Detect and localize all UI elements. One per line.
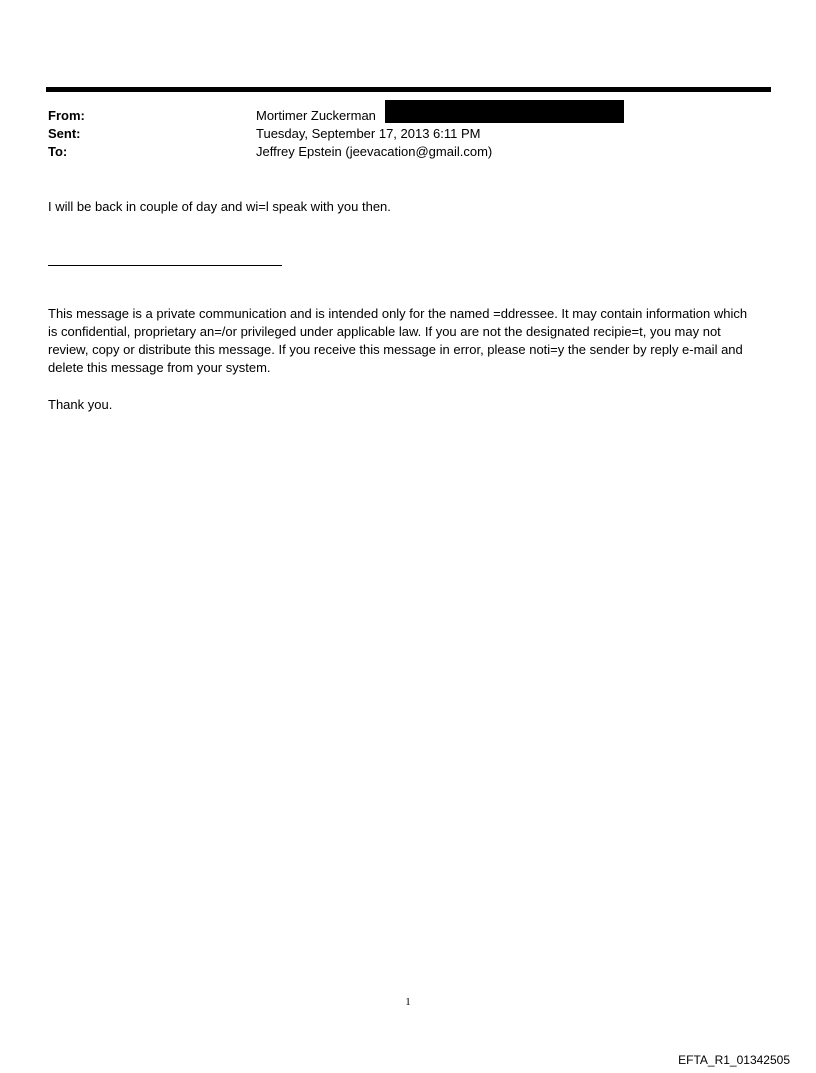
email-body: I will be back in couple of day and wi=l speak with you then. [48,199,391,214]
to-label: To: [48,144,68,159]
disclaimer-text: This message is a private communication and is intended only for the named =ddressee. It may contain information which is confidential, proprietary an=/or privileged under applicable law. If you are not the designated recipie=t, you may not review, copy or distribute this message. If you receive this message in error, please noti=y the sender by reply e-mail and delete this message from your system. [48,306,748,375]
page-number: 1 [405,996,411,1008]
to-row [48,143,748,161]
to-value: Jeffrey Epstein (jeevacation@gmail.com) [256,144,493,159]
document-id: EFTA_R1_01342505 [678,1053,790,1067]
closing-text: Thank you. [48,397,113,412]
sent-value: Tuesday, September 17, 2013 6:11 PM [256,126,481,141]
sent-label: Sent: [48,126,81,141]
redaction-block [385,100,624,123]
sent-row [48,125,748,143]
from-label: From: [48,108,85,123]
signature-rule [48,265,282,266]
from-value: Mortimer Zuckerman [256,108,376,123]
header-top-rule [46,87,771,92]
